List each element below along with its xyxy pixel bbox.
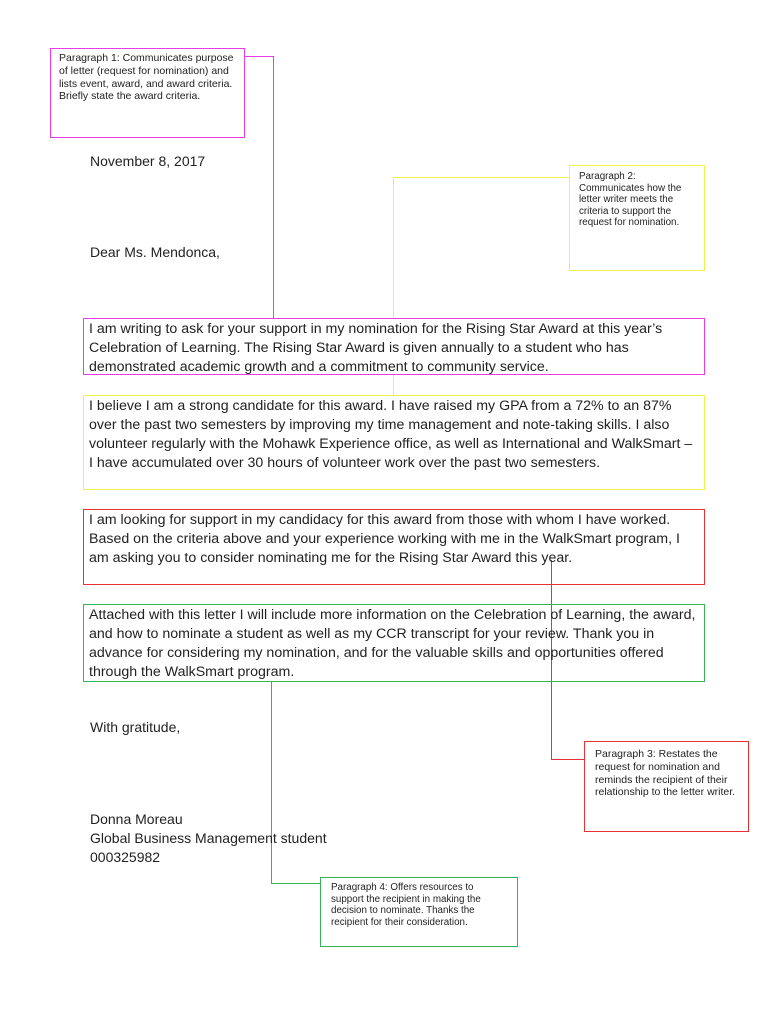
letter-closing: With gratitude,: [90, 719, 181, 735]
signature-name: Donna Moreau: [90, 811, 183, 827]
letter-salutation: Dear Ms. Mendonca,: [90, 244, 220, 260]
signature-id: 000325982: [90, 849, 161, 865]
annotation-note-paragraph-1: Paragraph 1: Communicates purpose of letter (request for nomination) and lists event, award, and award criteria. Briefly state the award criteria.: [50, 48, 245, 138]
letter-date: November 8, 2017: [90, 153, 206, 169]
letter-paragraph-2: I believe I am a strong candidate for this award. I have raised my GPA from a 72% to an 87% over the past two semesters by improving my time management and note-taking skills. I also volunteer regularly with the Mohawk Experience office, as well as International and WalkSmart – I have accumulated over 30 hours of volunteer work over the past two semesters.: [83, 395, 705, 490]
signature-title: Global Business Management student: [90, 830, 327, 846]
connector-line-1: [244, 56, 274, 57]
annotation-note-paragraph-4: Paragraph 4: Offers resources to support the recipient in making the decision to nominate. Thanks the recipient for their consideration.: [320, 877, 518, 947]
annotation-note-paragraph-2: Paragraph 2: Communicates how the letter writer meets the criteria to support the request for nomination.: [569, 165, 705, 271]
letter-paragraph-3: I am looking for support in my candidacy for this award from those with whom I have worked. Based on the criteria above and your experience working with me in the WalkSmart program, I am asking you to consider nominating me for the Rising Star Award this year.: [83, 509, 705, 585]
connector-line-1-vertical: [273, 56, 274, 319]
annotation-note-paragraph-3: Paragraph 3: Restates the request for nomination and reminds the recipient of their relationship to the letter writer.: [584, 741, 749, 832]
letter-paragraph-1: I am writing to ask for your support in my nomination for the Rising Star Award at this year’s Celebration of Learning. The Rising Star Award is given annually to a student who has demonstrated academic growth and a commitment to community service.: [83, 318, 705, 375]
connector-line-3: [551, 759, 585, 760]
connector-line-4-vertical: [271, 682, 272, 884]
letter-paragraph-4: Attached with this letter I will include more information on the Celebration of Learning, the award, and how to nominate a student as well as my CCR transcript for your review. Thank you in advance for considering my nomination, and for the valuable skills and opportunities offered through the WalkSmart program.: [83, 604, 705, 682]
connector-line-4: [271, 883, 321, 884]
connector-line-2: [393, 177, 569, 178]
